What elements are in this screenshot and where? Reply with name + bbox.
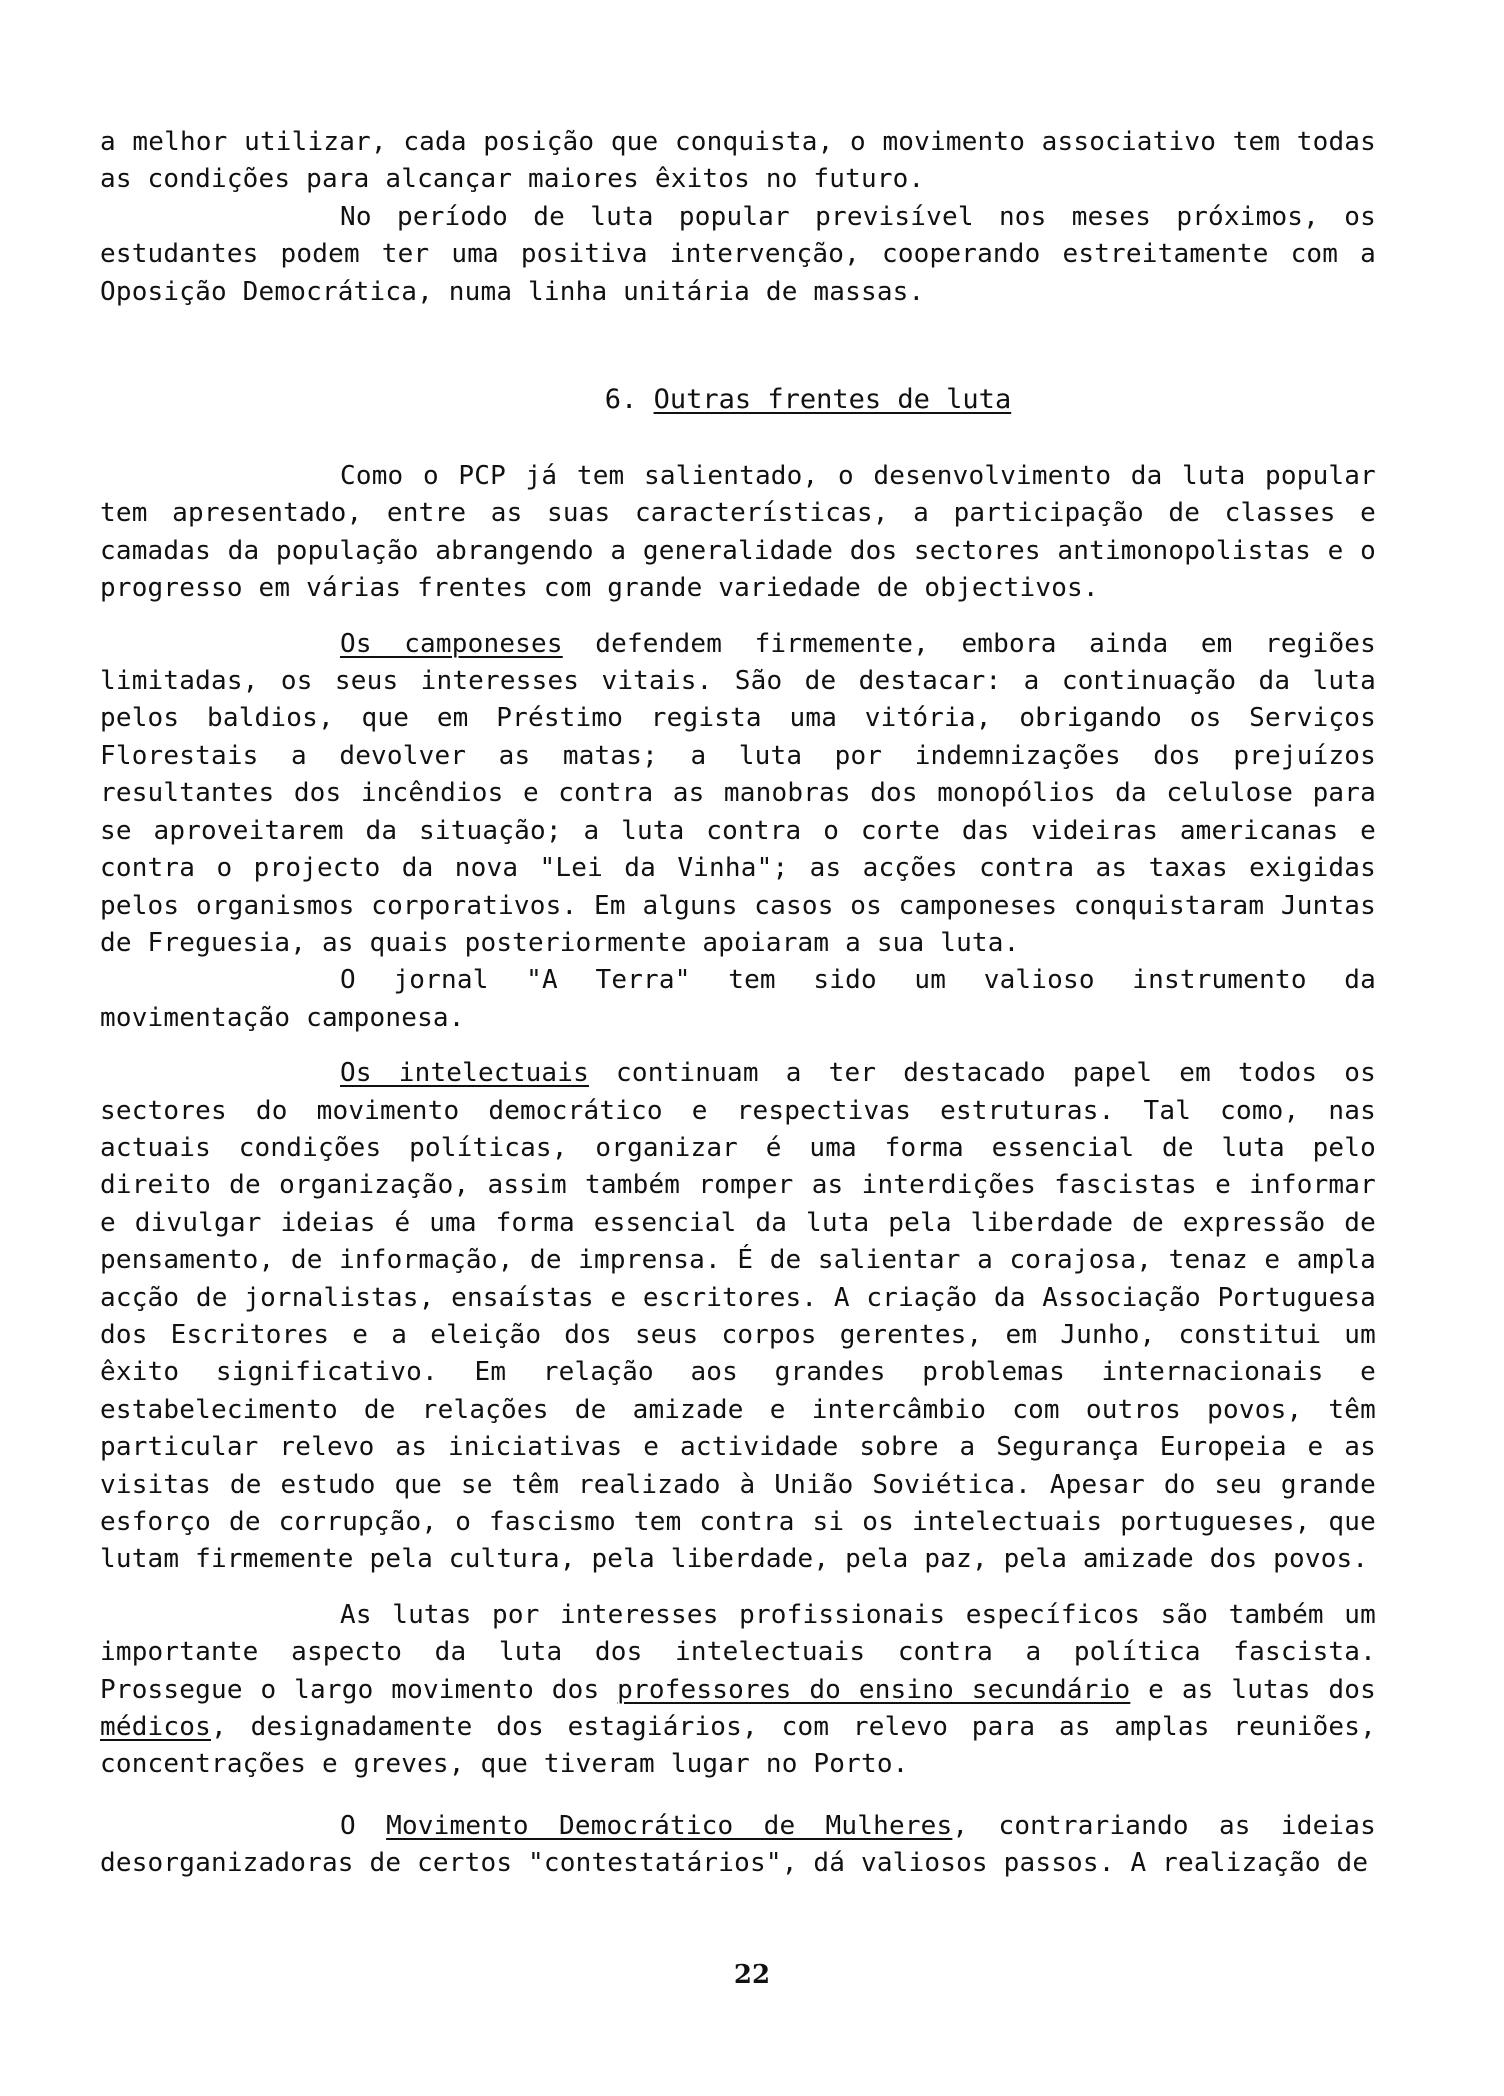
paragraph-text: e as lutas dos xyxy=(1130,1674,1376,1705)
paragraph-text: a melhor utilizar, cada posição que conquista, o movimento associativo tem todas as condições para alcançar maiores êxitos no futuro. xyxy=(100,127,1376,195)
page-number: 22 xyxy=(733,1960,771,1990)
section-heading xyxy=(100,381,1376,418)
paragraph-text: As lutas por interesses profissionais específicos são também um importante aspecto da luta dos intelectuais contra a política fascista. Prossegue o largo movimento dos xyxy=(100,1599,1376,1705)
paragraph-student-intervention xyxy=(100,199,1376,311)
paragraph-text: continuam a ter destacado papel em todos os sectores do movimento democrático e respectivas estruturas. Tal como, nas actuais condições políticas, organizar é uma forma essencial de luta pelo direito de organização, assim também romper as interdições fascistas e informar e divulgar ideias é uma forma essencial da luta pela liberdade de expressão de pensamento, de informação, de imprensa. É de salientar a corajosa, tenaz e ampla acção de jornalistas, ensaístas e escritores. A criação da Associação Portuguesa dos Escritores e a eleição dos seus corpos gerentes, em Junho, constitui um êxito significativo. Em relação aos grandes problemas internacionais e estabelecimento de relações de amizade e intercâmbio com outros povos, têm particular relevo as iniciativas e actividade sobre a Segurança Europeia e as visitas de estudo que se têm realizado à União Soviética. Apesar do seu grande esforço de corrupção, o fascismo tem contra si os intelectuais portugueses, que lutam firmemente pela cultura, pela liberdade, pela paz, pela amizade dos povos. xyxy=(100,1058,1376,1575)
paragraph-text: , contrariando as ideias desorganizadoras de certos "contestatários", dá valiosos passos. A realização de xyxy=(100,1810,1376,1879)
section-title: Outras frentes de luta xyxy=(653,384,1012,416)
paragraph-lead-term: Os intelectuais xyxy=(340,1058,589,1089)
underlined-term-teachers: professores do ensino secundário xyxy=(617,1674,1131,1705)
paragraph-student-movement-end xyxy=(100,124,1376,199)
underlined-term-doctors: médicos xyxy=(100,1712,211,1743)
paragraph-text: O xyxy=(340,1810,387,1841)
page-body xyxy=(100,124,1376,1883)
paragraph-peasants xyxy=(100,626,1376,963)
section-number: 6. xyxy=(604,384,638,416)
underlined-term-womens-movement: Movimento Democrático de Mulheres xyxy=(386,1810,953,1841)
paragraph-intellectuals xyxy=(100,1055,1376,1579)
paragraph-text: defendem firmemente, embora ainda em regiões limitadas, os seus interesses vitais. São de destacar: a continuação da luta pelos baldios, que em Préstimo regista uma vitória, obrigando os Serviços Florestais a devolver as matas; a luta por indemnizações dos prejuízos resultantes dos incêndios e contra as manobras dos monopólios da celulose para se aproveitarem da situação; a luta contra o corte das videiras americanas e contra o projecto da nova "Lei da Vinha"; as acções contra as taxas exigidas pelos organismos corporativos. Em alguns casos os camponeses conquistaram Juntas de Freguesia, as quais posteriormente apoiaram a sua luta. xyxy=(100,628,1377,958)
paragraph-text: Como o PCP já tem salientado, o desenvolvimento da luta popular tem apresentado, entre as suas características, a participação de classes e camadas da população abrangendo a generalidade dos sectores antimonopolistas e o progresso em várias frentes com grande variedade de objectivos. xyxy=(100,461,1376,604)
paragraph-text: , designadamente dos estagiários, com relevo para as amplas reuniões, concentrações e greves, que tiveram lugar no Porto. xyxy=(100,1712,1376,1780)
paragraph-professional-struggles xyxy=(100,1597,1376,1784)
paragraph-text: No período de luta popular previsível nos meses próximos, os estudantes podem ter uma positiva intervenção, cooperando estreitamente com a Oposição Democrática, numa linha unitária de massas. xyxy=(100,201,1376,307)
paragraph-womens-movement xyxy=(100,1808,1376,1883)
paragraph-text: O jornal "A Terra" tem sido um valioso instrumento da movimentação camponesa. xyxy=(100,965,1376,1033)
paragraph-a-terra-newspaper xyxy=(100,962,1376,1037)
paragraph-pcp-popular-struggle xyxy=(100,458,1376,608)
paragraph-lead-term: Os camponeses xyxy=(340,628,563,659)
